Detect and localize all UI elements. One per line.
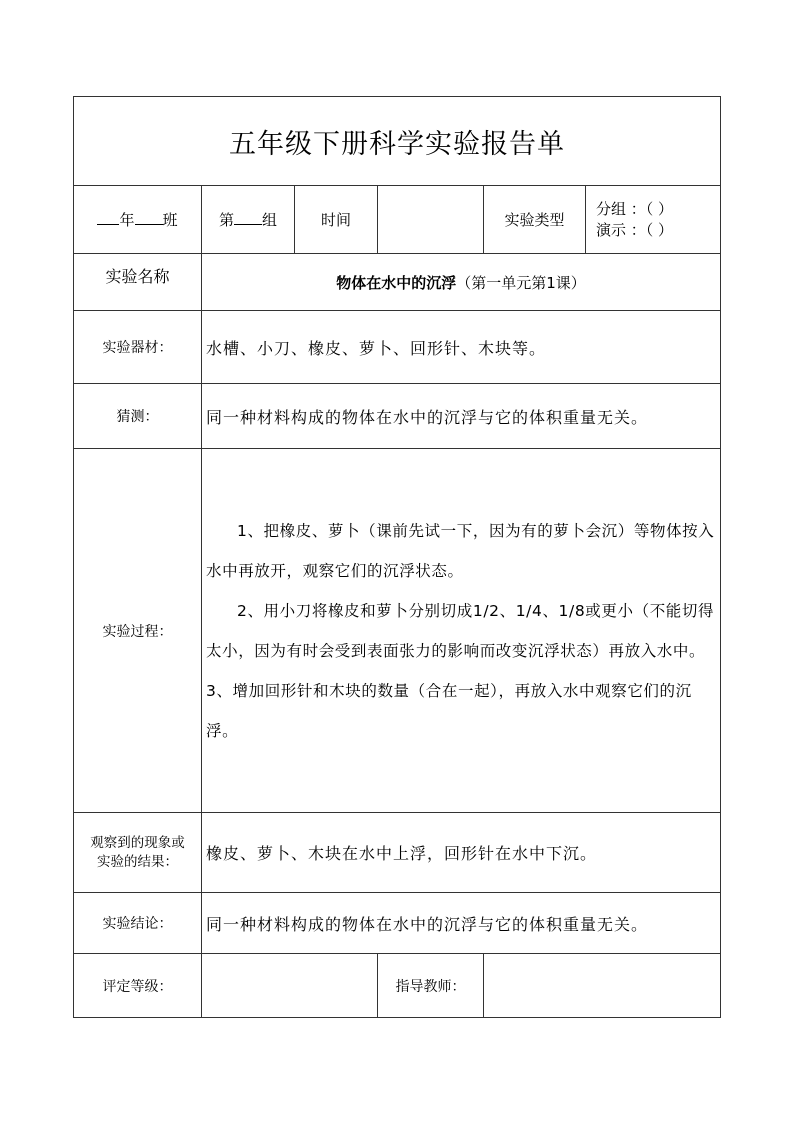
type-option-group[interactable]: 分组 ：（ ）	[596, 199, 674, 218]
group-prefix: 第	[218, 211, 234, 229]
year-blank[interactable]	[97, 210, 119, 225]
experiment-subtitle: （第一单元第1课）	[456, 273, 586, 292]
grade-label: 评定等级：	[74, 954, 202, 1018]
observation-label-line2: 实验的结果：	[97, 853, 178, 870]
time-label: 时间	[295, 186, 378, 254]
class-blank[interactable]	[135, 210, 163, 225]
hypothesis-label: 猜测：	[74, 384, 202, 449]
type-label: 实验类型	[484, 186, 586, 254]
conclusion-row	[74, 893, 721, 954]
equipment-label: 实验器材：	[74, 311, 202, 384]
observation-value: 橡皮、萝卜、木块在水中上浮，回形针在水中下沉。	[202, 813, 721, 893]
report-table	[73, 96, 721, 1018]
experiment-title: 物体在水中的沉浮	[336, 273, 457, 292]
type-option-demo[interactable]: 演示 ：（ ）	[596, 220, 674, 239]
process-step: 2、用小刀将橡皮和萝卜分别切成1/2、1/4、1/8或更小（不能切得太小，因为有时会受到表面张力的影响而改变沉浮状态）再放入水中。	[206, 601, 715, 660]
process-row	[74, 449, 721, 813]
observation-row	[74, 813, 721, 893]
report-sheet	[73, 96, 720, 1018]
experiment-name-value	[202, 254, 721, 311]
conclusion-label: 实验结论：	[74, 893, 202, 954]
process-step: 3、增加回形针和木块的数量（合在一起），再放入水中观察它们的沉浮。	[206, 681, 692, 740]
name-row	[74, 254, 721, 311]
grade-value[interactable]	[202, 954, 378, 1018]
class-cell[interactable]	[74, 186, 202, 254]
time-value[interactable]	[378, 186, 484, 254]
report-title: 五年级下册科学实验报告单	[74, 97, 721, 186]
equipment-row	[74, 311, 721, 384]
group-suffix: 组	[262, 211, 278, 229]
experiment-name-label: 实验名称	[74, 254, 202, 311]
footer-row	[74, 954, 721, 1018]
hypothesis-row	[74, 384, 721, 449]
class-suffix: 班	[162, 211, 178, 229]
equipment-value: 水槽、小刀、橡皮、萝卜、回形针、木块等。	[202, 311, 721, 384]
conclusion-value: 同一种材料构成的物体在水中的沉浮与它的体积重量无关。	[202, 893, 721, 954]
group-blank[interactable]	[234, 210, 262, 225]
observation-label-line1: 观察到的现象或	[90, 834, 185, 851]
type-options[interactable]	[586, 186, 721, 254]
process-step: 1、把橡皮、萝卜（课前先试一下，因为有的萝卜会沉）等物体按入水中再放开，观察它们的沉浮状态。	[206, 521, 715, 580]
year-suffix: 年	[119, 211, 135, 229]
teacher-label: 指导教师：	[378, 954, 484, 1018]
header-row	[74, 186, 721, 254]
observation-label	[74, 813, 202, 893]
teacher-value[interactable]	[484, 954, 721, 1018]
process-value	[202, 449, 721, 813]
process-label: 实验过程：	[74, 449, 202, 813]
group-cell[interactable]	[202, 186, 295, 254]
hypothesis-value: 同一种材料构成的物体在水中的沉浮与它的体积重量无关。	[202, 384, 721, 449]
